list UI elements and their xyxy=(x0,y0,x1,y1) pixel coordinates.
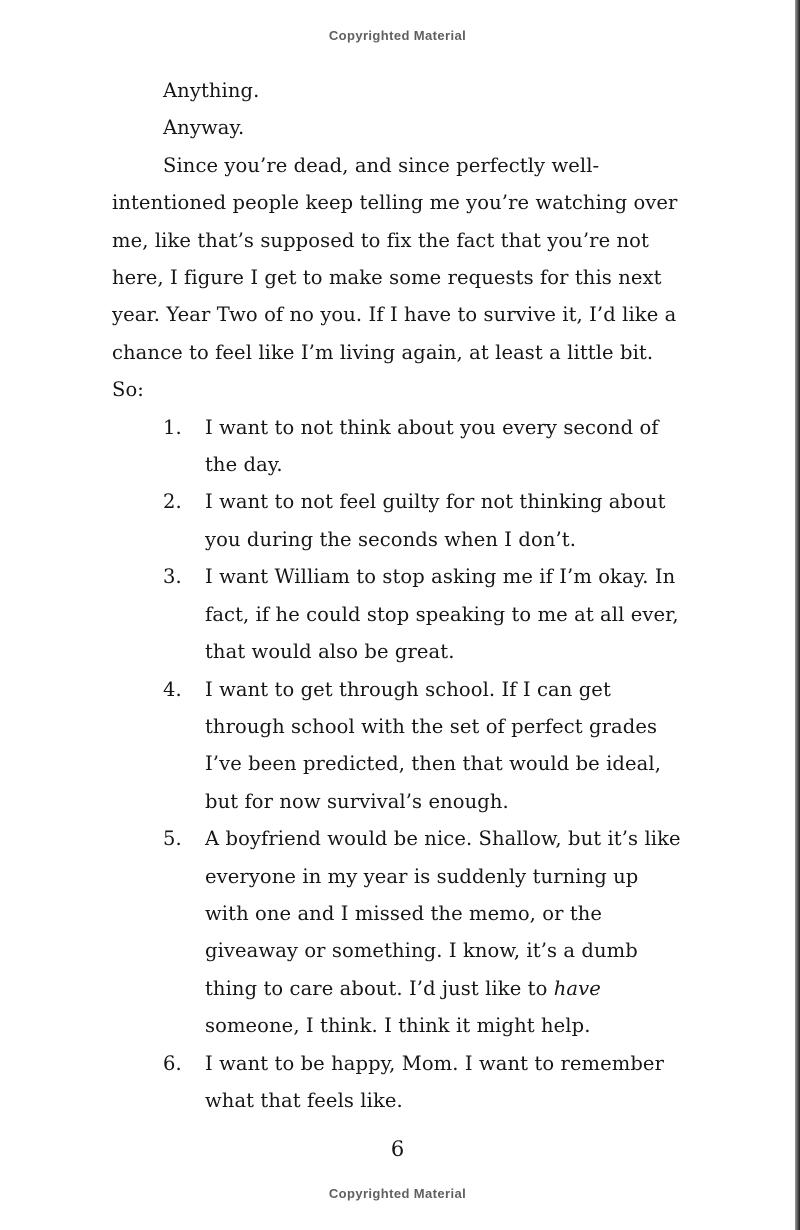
list-number: 3. xyxy=(163,565,182,589)
list-number: 1. xyxy=(163,415,182,439)
list-text: I want to get through school. If I can get through school with the set of perfect grades I’ve been predicted, then that would be ideal, but for now survival’s enough. xyxy=(205,677,662,813)
list-text: I want to not feel guilty for not thinking about you during the seconds when I don’t. xyxy=(205,490,666,551)
list-text: I want to not think about you every second of the day. xyxy=(205,415,659,477)
list-number: 5. xyxy=(163,827,182,851)
page-number: 6 xyxy=(390,1137,405,1161)
list-item xyxy=(163,820,687,1044)
list-item xyxy=(163,1045,687,1120)
copyright-notice-bottom: Copyrighted Material xyxy=(328,1186,467,1201)
list-item xyxy=(163,671,687,821)
paragraph: Anything. xyxy=(163,79,260,102)
list-number: 6. xyxy=(163,1051,182,1075)
list-text-segment: A boyfriend would be nice. Shallow, but it’s like everyone in my year is suddenly turning up with one and I missed the memo, or the giveaway or something. I know, it’s a dumb thing to care about. I’d just like to xyxy=(205,827,681,1000)
page-body-text xyxy=(112,72,687,1119)
paragraph: Anyway. xyxy=(163,116,245,140)
list-number: 2. xyxy=(163,490,182,514)
list-number: 4. xyxy=(163,677,182,701)
list-item xyxy=(163,409,687,484)
list-text-segment: someone, I think. I think it might help. xyxy=(205,1014,591,1038)
paragraph: Since you’re dead, and since perfectly well-intentioned people keep telling me you’re watching over me, like that’s supposed to fix the fact that you’re not here, I figure I get to make some requests for this next year. Year Two of no you. If I have to survive it, I’d like a chance to feel like I’m living again, at least a little bit. So: xyxy=(112,153,678,402)
wish-list xyxy=(112,409,687,1120)
list-text: I want to be happy, Mom. I want to remember what that feels like. xyxy=(205,1051,664,1112)
list-text xyxy=(205,820,687,1044)
list-item xyxy=(163,483,687,558)
list-text-italic: have xyxy=(553,976,601,1000)
page-edge xyxy=(795,0,800,1230)
list-item xyxy=(163,558,687,670)
copyright-notice-top: Copyrighted Material xyxy=(328,28,467,43)
list-text: I want William to stop asking me if I’m okay. In fact, if he could stop speaking to me at all ever, that would also be great. xyxy=(205,565,679,664)
